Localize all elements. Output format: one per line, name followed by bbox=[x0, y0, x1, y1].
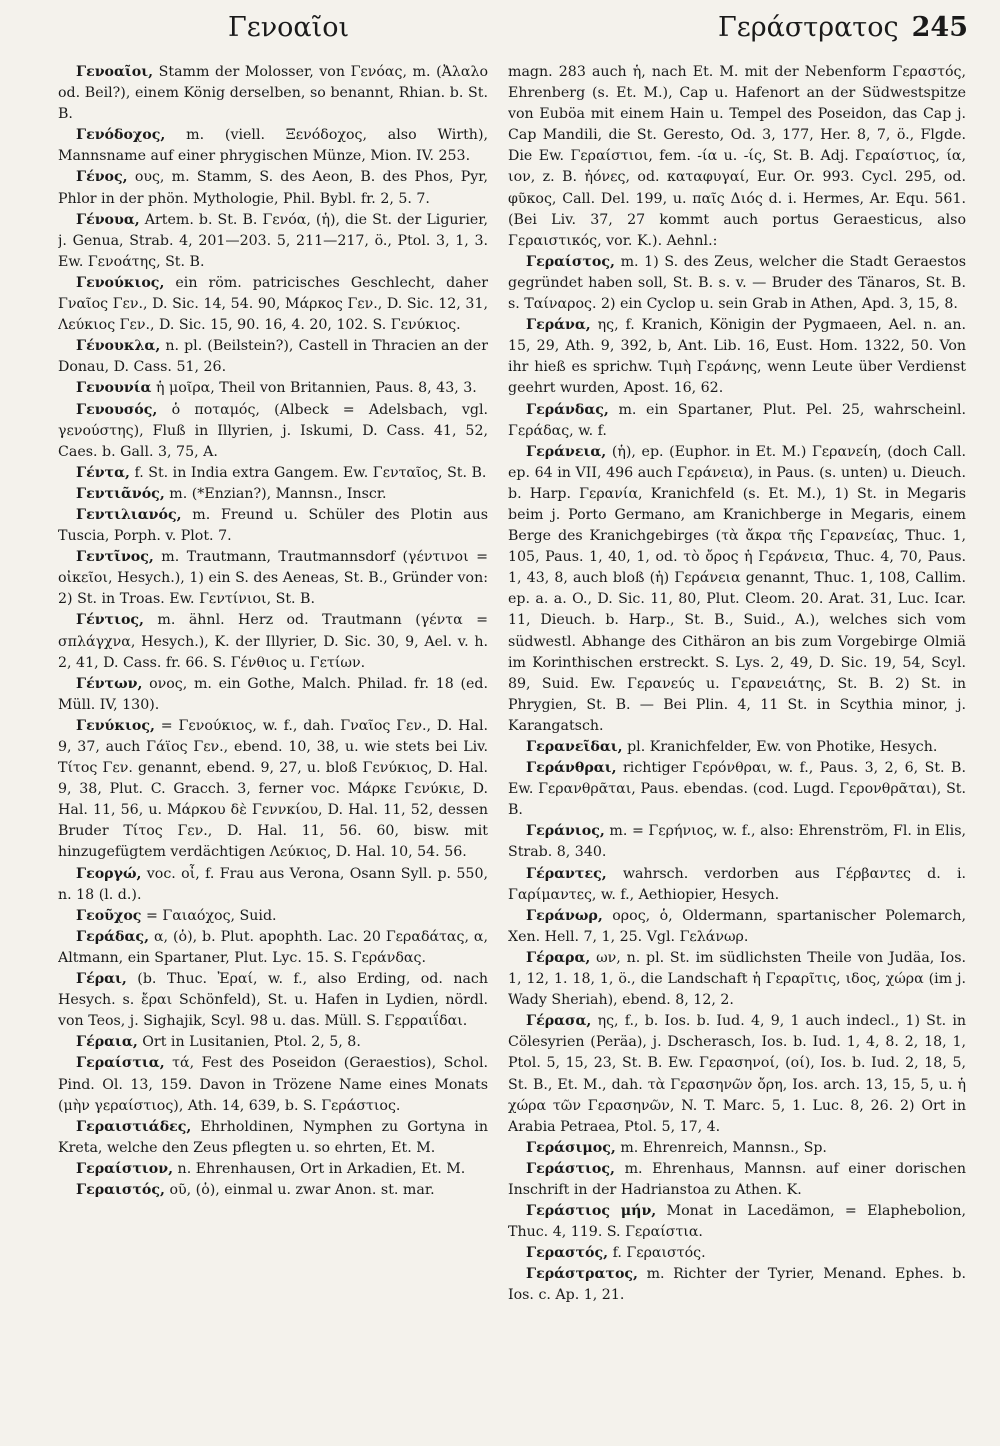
dictionary-entry bbox=[508, 1138, 966, 1159]
dictionary-entry bbox=[58, 378, 488, 399]
entry-headword: Γέντα, bbox=[76, 464, 130, 481]
entry-headword: Γενύκιος, bbox=[76, 717, 155, 734]
entry-text: m. ähnl. Herz od. Trautmann (γέντα = σπλάγχνα, Hesych.), K. der Illyrier, D. Sic. 30, 9, Ael. v. h. 2, 41, D. Cass. fr. 66. S. Γένθιος u. Γετίων. bbox=[58, 612, 488, 671]
dictionary-entry bbox=[508, 62, 966, 252]
entry-headword: Γεντῖνος, bbox=[76, 549, 154, 566]
entry-headword: Γεράνθραι, bbox=[526, 760, 617, 777]
entry-text: n. pl. (Beilstein?), Castell in Thracien an der Donau, D. Cass. 51, 26. bbox=[58, 338, 488, 376]
dictionary-entry bbox=[58, 610, 488, 673]
entry-headword: Γένος, bbox=[76, 169, 128, 186]
entry-text: m. 1) S. des Zeus, welcher die Stadt Geraestos gegründet haben soll, St. B. s. v. — Bruder des Tänaros, St. B. s. Ταίναρος. 2) ein Cyclop u. sein Grab in Athen, Apd. 3, 15, 8. bbox=[508, 253, 966, 313]
entry-headword: Γέραια, bbox=[76, 1034, 138, 1051]
dictionary-entry bbox=[508, 442, 966, 737]
entry-text: ων, n. pl. St. im südlichsten Theile von Judäa, Ios. 1, 12, 1. 18, 1, ö., die Landschaft ἡ Γεραρῖτις, ιδος, χώρα (im j. Wady Sheriah), ebend. 8, 12, 2. bbox=[508, 949, 966, 1009]
entry-headword: Γεράνεια, bbox=[526, 443, 607, 460]
entry-text: οῦ, (ὁ), einmal u. zwar Anon. st. mar. bbox=[164, 1181, 435, 1198]
dictionary-entry bbox=[58, 547, 488, 610]
dictionary-entry bbox=[508, 1011, 966, 1138]
dictionary-entry bbox=[58, 927, 488, 969]
entry-headword: Γέραρα, bbox=[526, 949, 591, 966]
entry-headword: Γεραίστιον, bbox=[76, 1160, 174, 1177]
header-last-entry: Γεράστρατος bbox=[718, 12, 899, 43]
dictionary-entry bbox=[58, 1159, 488, 1180]
dictionary-entry bbox=[58, 969, 488, 1032]
dictionary-entry bbox=[58, 167, 488, 209]
entry-text: f. St. in India extra Gangem. Ew. Γενταῖος, St. B. bbox=[129, 464, 487, 481]
entry-headword: Γενούκιος, bbox=[76, 274, 165, 291]
left-column bbox=[58, 62, 488, 1438]
entry-headword: Γέντιος, bbox=[76, 612, 144, 629]
dictionary-entry bbox=[508, 1159, 966, 1201]
dictionary-entry bbox=[58, 210, 488, 273]
dictionary-entry bbox=[58, 336, 488, 378]
entry-text: m. (*Enzian?), Mannsn., Inscr. bbox=[164, 485, 387, 502]
entry-headword: Γεντιλιανός, bbox=[76, 506, 182, 523]
entry-text: ὁ ποταμός, (Albeck = Adelsbach, vgl. γενούστης), Fluß in Illyrien, j. Iskumi, D. Cass. 41, 52, Caes. b. Gall. 3, 75, A. bbox=[58, 401, 488, 460]
dictionary-entry bbox=[508, 1243, 966, 1264]
entry-text: Artem. b. St. B. Γενόα, (ἡ), die St. der Ligurier, j. Genua, Strab. 4, 201—203. 5, 211—217, ö., Ptol. 3, 1, 3. Ew. Γενοάτης, St. B. bbox=[58, 211, 488, 270]
page-header bbox=[58, 12, 968, 52]
entry-text: ους, m. Stamm, S. des Aeon, B. des Phos, Pyr, Phlor in der phön. Mythologie, Phil. Bybl. fr. 2, 5. 7. bbox=[58, 169, 488, 207]
entry-text: wahrsch. verdorben aus Γέρβαντες d. i. Γαρίμαντες, w. f., Aethiopier, Hesych. bbox=[508, 865, 966, 903]
entry-headword: Γέρασα, bbox=[526, 1013, 592, 1030]
page-number: 245 bbox=[911, 12, 968, 43]
dictionary-entry bbox=[508, 821, 966, 863]
dictionary-entry bbox=[58, 463, 488, 484]
entry-text: m. Ehrenhaus, Mannsn. auf einer dorischen Inschrift in der Hadrianstoa zu Athen. K. bbox=[508, 1160, 966, 1198]
entry-headword: Γεοργώ, bbox=[76, 865, 142, 882]
dictionary-entry bbox=[508, 737, 966, 758]
entry-text: m. Richter der Tyrier, Menand. Ephes. b. Ios. c. Ap. 1, 21. bbox=[508, 1266, 966, 1304]
entry-headword: Γεράνιος, bbox=[526, 823, 605, 840]
entry-headword: Γεράνδας, bbox=[526, 401, 609, 418]
entry-headword: Γεοῦχος bbox=[76, 907, 142, 924]
entry-text: m. = Γερήνιος, w. f., also: Ehrenström, Fl. in Elis, Strab. 8, 340. bbox=[508, 823, 966, 861]
entry-text: ein röm. patricisches Geschlecht, daher Γναῖος Γεν., D. Sic. 14, 54. 90, Μάρκος Γεν., D. Sic. 12, 31, Λεύκιος Γεν., D. Sic. 15, 90. 16, 4. 20, 102. S. Γενύκιος. bbox=[58, 274, 488, 334]
entry-text: f. Γεραιστός. bbox=[608, 1245, 706, 1262]
entry-headword: Γερανεῖδαι, bbox=[526, 739, 623, 755]
dictionary-entry bbox=[508, 400, 966, 442]
entry-text: (b. Thuc. Ἐραί, w. f., also Erding, od. nach Hesych. s. ἔραι Schönfeld), St. u. Hafen in Lydien, nördl. von Teos, j. Sighajik, Scyl. 98 u. das. Müll. S. Γερραιΐδαι. bbox=[58, 971, 488, 1030]
dictionary-entry bbox=[508, 1264, 966, 1306]
entry-text: Ehrholdinen, Nymphen zu Gortyna in Kreta, welche den Zeus pflegten u. so ehrten, Et. M. bbox=[58, 1118, 488, 1156]
entry-text: n. Ehrenhausen, Ort in Arkadien, Et. M. bbox=[173, 1160, 466, 1177]
entry-headword: Γενουσός, bbox=[76, 401, 158, 418]
dictionary-entry bbox=[58, 716, 488, 864]
entry-headword: Γεράστιος μήν, bbox=[526, 1203, 657, 1220]
dictionary-entry bbox=[58, 484, 488, 505]
dictionary-entry bbox=[508, 252, 966, 315]
dictionary-entry bbox=[58, 125, 488, 167]
entry-text: m. Trautmann, Trautmannsdorf (γέντινοι = οἰκεῖοι, Hesych.), 1) ein S. des Aeneas, St. B., Gründer von: 2) St. in Troas. Ew. Γεντίνιοι, St. B. bbox=[58, 549, 488, 608]
dictionary-entry bbox=[508, 1201, 966, 1243]
entry-text: m. (viell. Ξενόδοχος, also Wirth), Mannsname auf einer phrygischen Münze, Mion. IV. 253. bbox=[58, 127, 488, 165]
entry-text: ης, f., b. Ios. b. Iud. 4, 9, 1 auch indecl., 1) St. in Cölesyrien (Peräa), j. Dscherasch, Ios. b. Iud. 1, 4, 8. 2, 18, 1, Ptol. 5, 15, 23, St. B. Ew. Γερασηνοί, (οί), Ios. b. Iud. 2, 18, 5, St. B., Et. M., dah. τὰ Γερασηνῶν ὄρη, Ios. arch. 13, 15, 5, u. ἡ χώρα τῶν Γερασηνῶν, N. T. Marc. 5, 1. Luc. 8, 26. 2) Ort in Arabia Petraea, Ptol. 5, 17, 4. bbox=[508, 1013, 966, 1135]
dictionary-entry bbox=[58, 400, 488, 463]
dictionary-entry bbox=[508, 906, 966, 948]
dictionary-entry bbox=[58, 674, 488, 716]
entry-text: Ort in Lusitanien, Ptol. 2, 5, 8. bbox=[137, 1034, 361, 1051]
dictionary-entry bbox=[58, 273, 488, 336]
dictionary-entry bbox=[58, 1180, 488, 1201]
entry-text: = Γαιαόχος, Suid. bbox=[141, 907, 277, 924]
entry-headword: Γενουνία bbox=[76, 380, 152, 397]
entry-headword: Γενόδοχος, bbox=[76, 127, 166, 144]
entry-headword: Γεράστρατος, bbox=[526, 1266, 638, 1283]
entry-text: α, (ὁ), b. Plut. apophth. Lac. 20 Γεραδάτας, α, Altmann, ein Spartaner, Plut. Lyc. 15. S. Γεράνδας. bbox=[58, 928, 488, 966]
entry-headword: Γεράνωρ, bbox=[526, 907, 603, 924]
dictionary-entry bbox=[58, 1117, 488, 1159]
entry-headword: Γεράδας, bbox=[76, 928, 150, 945]
entry-text: voc. οἶ, f. Frau aus Verona, Osann Syll. p. 550, n. 18 (l. d.). bbox=[58, 865, 488, 903]
entry-text: ης, f. Kranich, Königin der Pygmaeen, Ael. n. an. 15, 29, Ath. 9, 392, b, Ant. Lib. 16, Eust. Hom. 1322, 50. Von ihr hieß es sprichw. Τιμὴ Γεράνης, wenn Leute über Verdienst geehrt wurden, Apost. 16, 62. bbox=[508, 317, 966, 397]
right-column bbox=[508, 62, 966, 1438]
dictionary-entry bbox=[58, 906, 488, 927]
entry-text: pl. Kranichfelder, Ew. von Photike, Hesych. bbox=[622, 739, 938, 755]
entry-text: Monat in Lacedämon, = Elaphebolion, Thuc. 4, 119. S. Γεραίστια. bbox=[508, 1203, 966, 1241]
dictionary-entry bbox=[58, 505, 488, 547]
header-first-entry: Γενοαῖοι bbox=[228, 12, 350, 43]
entry-headword: Γεράνα, bbox=[526, 317, 591, 334]
dictionary-entry bbox=[508, 948, 966, 1011]
entry-text: m. Freund u. Schüler des Plotin aus Tuscia, Porph. v. Plot. 7. bbox=[58, 506, 488, 545]
entry-headword: Γέραι, bbox=[76, 971, 127, 988]
dictionary-entry bbox=[508, 315, 966, 399]
dictionary-entry bbox=[508, 758, 966, 821]
entry-text: magn. 283 auch ἡ, nach Et. M. mit der Nebenform Γεραστός, Ehrenberg (s. Et. M.), Cap u. Hafenort an der Südwestspitze von Euböa mit einem Hain u. Tempel des Poseidon, das Cap j. Cap Mandili, die St. Geresto, Od. 3, 177, Her. 8, 7, ö., Flgde. Die Ew. Γεραίστιοι, fem. -ία u. -ίς, St. B. Adj. Γεραίστιος, ία, ιον, z. B. ἠόνες, od. καταφυγαί, Eur. Or. 993. Cycl. 295, od. φῦκος, Call. Del. 199, u. παῖς Διός d. i. Hermes, Ar. Equ. 561. (Bei Liv. 37, 27 kommt auch portus Geraesticus, also Γεραιστικός, vor. K.). Aehnl.: bbox=[508, 64, 966, 249]
entry-headword: Γένουκλα, bbox=[76, 338, 161, 355]
entry-text: τά, Fest des Poseidon (Geraestios), Schol. Pind. Ol. 13, 159. Davon in Trözene Name eines Monats (μὴν γεραίστιος), Ath. 14, 639, b. S. Γεράστιος. bbox=[58, 1055, 488, 1114]
dictionary-entry bbox=[508, 864, 966, 906]
entry-text: = Γενούκιος, w. f., dah. Γναῖος Γεν., D. Hal. 9, 37, auch Γάϊος Γεν., ebend. 10, 38, u. wie stets bei Liv. Τίτος Γεν. genannt, ebend. 9, 27, u. bloß Γενύκιος, D. Hal. 9, 38, Plut. C. Gracch. 3, ferner voc. Μάρκε Γενύκιε, D. Hal. 11, 56, u. Μάρκου δὲ Γεννκίου, D. Hal. 11, 52, dessen Bruder Τίτος Γεν., D. Hal. 11, 56. 60, bisw. mit hinzugefügtem verdächtigen Λεύκιος, D. Hal. 10, 54. 56. bbox=[58, 717, 488, 861]
entry-headword: Γεραιστιάδες, bbox=[76, 1118, 192, 1135]
entry-headword: Γεραιστός, bbox=[76, 1181, 165, 1198]
entry-headword: Γέντων, bbox=[76, 675, 143, 692]
entry-headword: Γεράστιος, bbox=[526, 1160, 615, 1177]
entry-headword: Γενοαῖοι, bbox=[76, 64, 154, 80]
entry-headword: Γεράσιμος, bbox=[526, 1139, 616, 1156]
entry-text: richtiger Γερόνθραι, w. f., Paus. 3, 2, 6, St. B. Ew. Γερανθρᾶται, Paus. ebendas. (cod. Lugd. Γερονθρᾶται), St. B. bbox=[508, 760, 966, 819]
entry-text: m. Ehrenreich, Mannsn., Sp. bbox=[615, 1139, 827, 1156]
entry-text: Stamm der Molosser, von Γενόας, m. (Ἀλαλο od. Beil?), einem König derselben, so benannt, Rhian. b. St. B. bbox=[58, 64, 488, 123]
entry-headword: Γεραίστια, bbox=[76, 1055, 165, 1072]
entry-headword: Γένουα, bbox=[76, 211, 140, 228]
entry-text: (ἡ), ep. (Euphor. in Et. M.) Γερανείη, (doch Call. ep. 64 in VII, 496 auch Γεράνεια), in Paus. (s. unten) u. Dieuch. b. Harp. Γερανία, Kranichfeld (s. Et. M.), 1) St. in Megaris beim j. Porto Germano, am Kranichberge in Megaris, einem Berge des Kranichgebirges (τὰ ἄκρα τῆς Γερανείας, Thuc. 1, 105, Paus. 1, 40, 1, od. τὸ ὄρος ἡ Γεράνεια, Thuc. 4, 70, Paus. 1, 43, 8, auch bloß (ἡ) Γεράνεια genannt, Thuc. 1, 108, Callim. ep. a. a. O., D. Sic. 11, 80, Plut. Cleom. 20. Arat. 31, Luc. Icar. 11, Dieuch. b. Harp., St. B., Suid., A.), welches sich vom südwestl. Abhange des Cithäron an bis zum Vorgebirge Olmiä im Korinthischen erstreckt. S. Lys. 2, 49, D. Sic. 19, 54, Scyl. 89, Suid. Ew. Γερανεύς u. Γερανειάτης, St. B. 2) St. in Phrygien, St. B. — Bei Plin. 4, 11 St. in Scythia minor, j. Karangatsch. bbox=[508, 443, 966, 734]
entry-headword: Γεραστός, bbox=[526, 1245, 609, 1262]
dictionary-entry bbox=[58, 864, 488, 906]
entry-headword: Γέραντες, bbox=[526, 865, 607, 882]
entry-headword: Γεντιᾶνός, bbox=[76, 485, 165, 502]
entry-text: ορος, ὁ, Oldermann, spartanischer Polemarch, Xen. Hell. 7, 1, 25. Vgl. Γελάνωρ. bbox=[508, 907, 966, 945]
dictionary-entry bbox=[58, 62, 488, 125]
dictionary-entry bbox=[58, 1053, 488, 1116]
entry-text: m. ein Spartaner, Plut. Pel. 25, wahrscheinl. Γεράδας, w. f. bbox=[508, 401, 966, 439]
entry-text: ονος, m. ein Gothe, Malch. Philad. fr. 18 (ed. Müll. IV, 130). bbox=[58, 675, 488, 713]
entry-text: ἡ μοῖρα, Theil von Britannien, Paus. 8, 43, 3. bbox=[151, 380, 477, 397]
entry-headword: Γεραίστος, bbox=[526, 253, 615, 270]
dictionary-entry bbox=[58, 1032, 488, 1053]
